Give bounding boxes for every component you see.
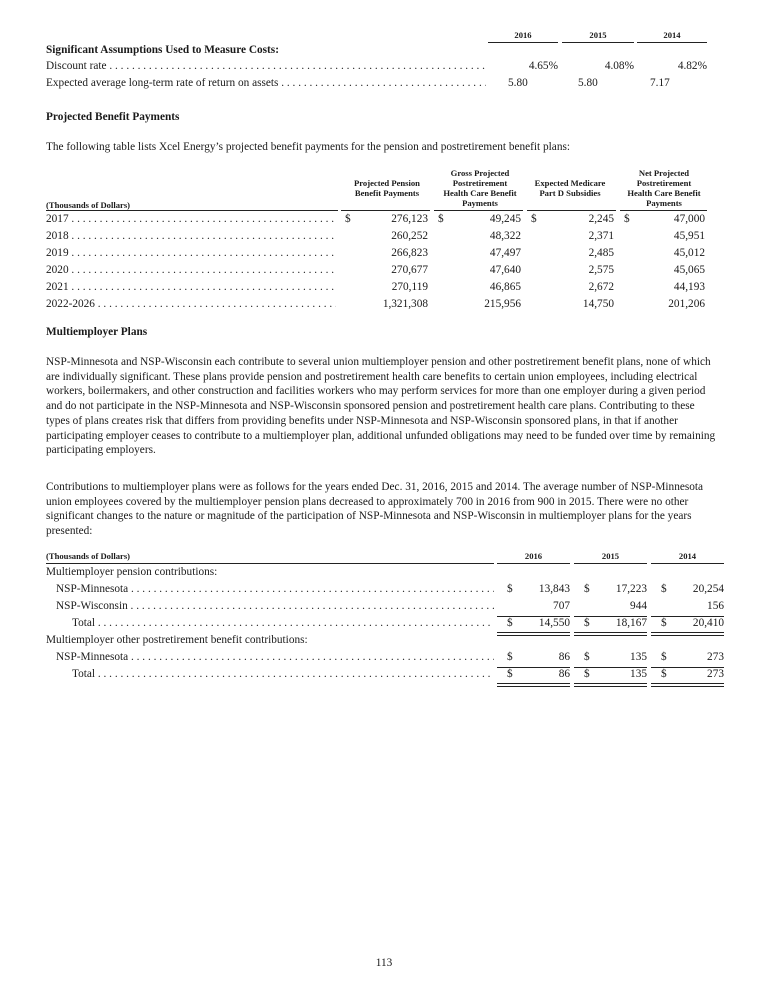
currency-symbol: $ — [507, 668, 513, 680]
cell-value: 273 — [707, 668, 724, 680]
unit-label: (Thousands of Dollars) — [46, 200, 131, 210]
table-row — [72, 617, 494, 629]
currency-symbol: $ — [584, 668, 590, 680]
cell-value: 20,254 — [692, 583, 724, 595]
subtotal-rule — [497, 616, 570, 617]
cell-value: 270,677 — [391, 264, 428, 276]
cell-value: 44,193 — [673, 281, 705, 293]
cell-value: 273 — [707, 651, 724, 663]
header-rule — [620, 210, 707, 211]
section-label-postretirement: Multiemployer other postretirement benefit contributions: — [46, 634, 308, 646]
cell-value: 5.80 — [508, 77, 528, 89]
section-heading-projected: Projected Benefit Payments — [46, 111, 180, 123]
cell-value: 20,410 — [692, 617, 724, 629]
currency-symbol: $ — [661, 617, 667, 629]
cell-value: 2,245 — [588, 213, 614, 225]
double-underline — [574, 683, 647, 687]
header-rule — [497, 563, 570, 564]
cell-value: 260,252 — [391, 230, 428, 242]
col-header-medicare: Expected Medicare Part D Subsidies — [534, 178, 606, 198]
header-rule — [562, 42, 634, 43]
double-underline — [651, 683, 724, 687]
cell-value: 18,167 — [615, 617, 647, 629]
cell-value: 14,750 — [582, 298, 614, 310]
cell-value: 47,000 — [673, 213, 705, 225]
table-row — [46, 77, 486, 89]
currency-symbol: $ — [661, 668, 667, 680]
row-label: 2022-2026 . . . — [46, 298, 336, 310]
header-rule — [341, 210, 430, 211]
cell-value: 266,823 — [391, 247, 428, 259]
row-label: 2019 . . . — [46, 247, 336, 259]
cell-value: 45,951 — [673, 230, 705, 242]
header-rule — [46, 563, 494, 564]
double-underline — [651, 632, 724, 636]
cell-value: 45,012 — [673, 247, 705, 259]
cell-value: 2,575 — [588, 264, 614, 276]
header-rule — [46, 210, 338, 211]
row-label: NSP-Minnesota . . . — [56, 583, 494, 595]
cell-value: 13,843 — [538, 583, 570, 595]
row-label: NSP-Minnesota . . . — [56, 651, 494, 663]
row-label: 2020 . . . — [46, 264, 336, 276]
cell-value: 201,206 — [668, 298, 705, 310]
subtotal-rule — [574, 616, 647, 617]
col-header-2014: 2014 — [663, 30, 681, 40]
cell-value: 47,640 — [489, 264, 521, 276]
section-label-pension: Multiemployer pension contributions: — [46, 566, 218, 578]
table-row — [56, 600, 494, 612]
col-header-2016: 2016 — [514, 30, 532, 40]
cell-value: 215,956 — [484, 298, 521, 310]
table-row — [46, 281, 336, 293]
cell-value: 2,485 — [588, 247, 614, 259]
currency-symbol: $ — [584, 617, 590, 629]
subtotal-rule — [651, 667, 724, 668]
cell-value: 48,322 — [489, 230, 521, 242]
cell-value: 47,497 — [489, 247, 521, 259]
row-label: 2021 . . . — [46, 281, 336, 293]
page-number: 113 — [375, 957, 393, 969]
col-header-2014: 2014 — [678, 551, 697, 561]
header-rule — [488, 42, 558, 43]
table-row — [46, 264, 336, 276]
currency-symbol: $ — [345, 213, 351, 225]
currency-symbol: $ — [507, 617, 513, 629]
cell-value: 135 — [630, 651, 647, 663]
cell-value: 135 — [630, 668, 647, 680]
currency-symbol: $ — [624, 213, 630, 225]
cell-value: 86 — [558, 668, 570, 680]
col-header-2016: 2016 — [524, 551, 543, 561]
table-row — [56, 651, 494, 663]
double-underline — [574, 632, 647, 636]
col-header-net: Net Projected Postretirement Health Care Benefit Payments — [627, 168, 701, 208]
cell-value: 944 — [630, 600, 647, 612]
row-label: 2017 . . . — [46, 213, 336, 225]
cell-value: 7.17 — [650, 77, 670, 89]
cell-value: 4.82% — [677, 60, 707, 72]
header-rule — [637, 42, 707, 43]
currency-symbol: $ — [584, 583, 590, 595]
row-label: Total . . . — [72, 668, 494, 680]
cell-value: 156 — [707, 600, 724, 612]
col-header-pension: Projected Pension Benefit Payments — [354, 178, 420, 198]
unit-label: (Thousands of Dollars) — [46, 551, 131, 561]
currency-symbol: $ — [438, 213, 444, 225]
currency-symbol: $ — [661, 583, 667, 595]
table-row — [46, 213, 336, 225]
multiemployer-paragraph-2: Contributions to multiemployer plans were as follows for the years ended Dec. 31, 2016, 2015 and 2014. The average number of NSP-Minnesota union employees covered by the multiemployer pension plans decreased to approximately 700 in 2016 from 900 in 2015. There were no other significant changes to the nature or magnitude of the participation of NSP-Minnesota and NSP-Wisconsin in multiemployer plans for the years presented: — [46, 481, 704, 538]
double-underline — [497, 683, 570, 687]
cell-value: 14,550 — [538, 617, 570, 629]
cell-value: 86 — [558, 651, 570, 663]
row-label: 2018 . . . — [46, 230, 336, 242]
header-rule — [434, 210, 523, 211]
col-header-gross: Gross Projected Postretirement Health Care Benefit Payments — [443, 168, 517, 208]
cell-value: 707 — [553, 600, 570, 612]
cell-value: 17,223 — [615, 583, 647, 595]
header-rule — [574, 563, 647, 564]
cell-value: 2,672 — [588, 281, 614, 293]
currency-symbol: $ — [531, 213, 537, 225]
table-row — [46, 247, 336, 259]
currency-symbol: $ — [507, 651, 513, 663]
cell-value: 270,119 — [391, 281, 428, 293]
cell-value: 45,065 — [673, 264, 705, 276]
col-header-2015: 2015 — [589, 30, 607, 40]
row-label: Total . . . — [72, 617, 494, 629]
double-underline — [497, 632, 570, 636]
cell-value: 1,321,308 — [382, 298, 428, 310]
header-rule — [651, 563, 724, 564]
table-row — [46, 230, 336, 242]
cell-value: 276,123 — [391, 213, 428, 225]
currency-symbol: $ — [584, 651, 590, 663]
table-row — [56, 583, 494, 595]
cell-value: 4.08% — [604, 60, 634, 72]
table-row — [46, 60, 486, 72]
cell-value: 46,865 — [489, 281, 521, 293]
currency-symbol: $ — [661, 651, 667, 663]
subtotal-rule — [651, 616, 724, 617]
section-heading-multiemployer: Multiemployer Plans — [46, 326, 148, 338]
projected-intro: The following table lists Xcel Energy’s projected benefit payments for the pension and postretirement benefit plans: — [46, 141, 571, 153]
cell-value: 49,245 — [489, 213, 521, 225]
row-label: Discount rate . . . — [46, 60, 486, 72]
cell-value: 2,371 — [588, 230, 614, 242]
header-rule — [527, 210, 616, 211]
cell-value: 4.65% — [528, 60, 558, 72]
col-header-2015: 2015 — [601, 551, 620, 561]
cell-value: 5.80 — [578, 77, 598, 89]
subtotal-rule — [574, 667, 647, 668]
table-row — [46, 298, 336, 310]
currency-symbol: $ — [507, 583, 513, 595]
row-label: Expected average long-term rate of return on assets . . . — [46, 77, 486, 89]
table-row — [72, 668, 494, 680]
row-label: NSP-Wisconsin . . . — [56, 600, 494, 612]
subtotal-rule — [497, 667, 570, 668]
assumptions-heading: Significant Assumptions Used to Measure Costs: — [46, 44, 279, 56]
multiemployer-paragraph-1: NSP-Minnesota and NSP-Wisconsin each contribute to several union multiemployer pension and other postretirement benefit plans, none of which are individually significant. These plans provide pension and postretirement health care benefits to certain union employees, including electrical workers, boilermakers, and other construction and facilities workers who may perform services for more than one employer during a given period and do not participate in the NSP-Minnesota and NSP-Wisconsin sponsored pension and postretirement health care plans. Contributing to these types of plans creates risk that differs from providing benefits under NSP-Minnesota and NSP-Wisconsin sponsored plans, in that if another participating employer ceases to contribute to a multiemployer plan, additional unfunded obligations may need to be funded over time by remaining participating employers. — [46, 356, 716, 457]
